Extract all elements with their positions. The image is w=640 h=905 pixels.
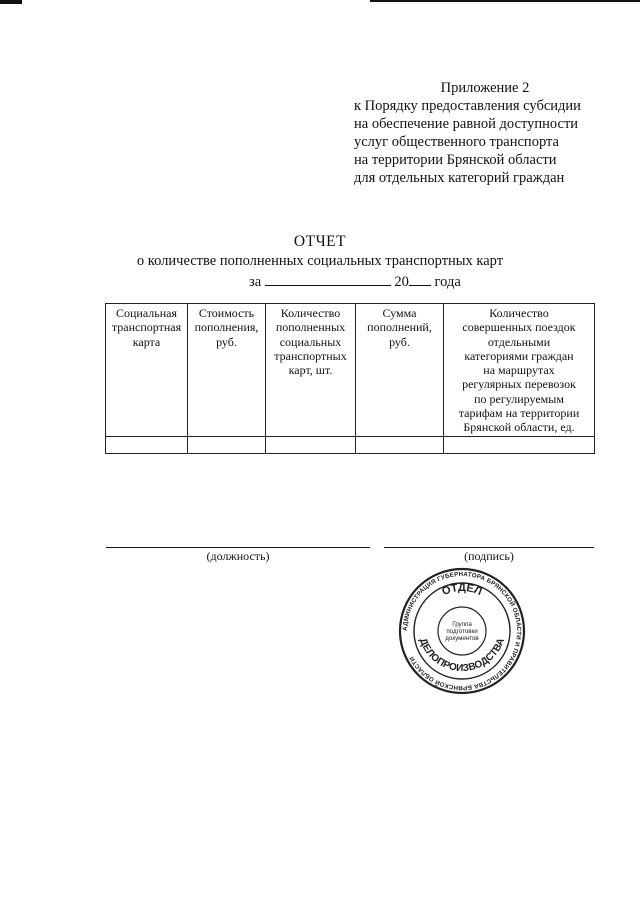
column-header-sum bbox=[356, 304, 444, 437]
appendix-line: на обеспечение равной доступности bbox=[354, 116, 579, 132]
official-stamp bbox=[398, 567, 526, 695]
stamp-center-line: Группа bbox=[452, 621, 472, 628]
header-line: на маршрутах bbox=[483, 363, 555, 378]
table-cell bbox=[106, 436, 188, 453]
period-date-blank bbox=[265, 271, 391, 286]
stamp-top-arc-text bbox=[440, 582, 483, 598]
stamp-top-arc-textpath: ОТДЕЛ bbox=[440, 581, 484, 599]
period-suffix: года bbox=[434, 274, 461, 290]
stamp-center-line: документов bbox=[445, 635, 479, 642]
top-right-rule bbox=[370, 0, 640, 2]
stamp-bottom-arc-textpath: ДЕЛОПРОИЗВОДСТВА bbox=[416, 636, 508, 675]
header-line: карт, шт. bbox=[288, 363, 333, 378]
header-line: совершенных поездок bbox=[462, 320, 576, 335]
header-line: регулярных перевозок bbox=[462, 377, 576, 392]
header-line: тарифам на территории bbox=[458, 406, 580, 421]
header-line: Брянской области, ед. bbox=[463, 420, 575, 435]
report-table bbox=[105, 303, 595, 454]
header-line: пополнения, bbox=[194, 320, 259, 335]
header-line: карта bbox=[132, 334, 161, 349]
header-line: категориями граждан bbox=[464, 348, 574, 363]
header-line: руб. bbox=[216, 334, 237, 349]
header-line: транспортная bbox=[111, 320, 182, 335]
signature-line bbox=[384, 547, 594, 548]
report-period bbox=[249, 271, 461, 291]
header-line: пополнений, bbox=[367, 320, 432, 335]
period-prefix: за bbox=[249, 274, 262, 290]
stamp-center-line: подготовки bbox=[446, 628, 478, 635]
header-line: социальных bbox=[279, 334, 342, 349]
report-subtitle: о количестве пополненных социальных транспортных карт bbox=[136, 253, 504, 269]
header-line: транспортных bbox=[274, 348, 347, 363]
header-line: Сумма bbox=[382, 306, 417, 320]
header-line: по регулируемым bbox=[474, 391, 564, 406]
top-left-mark bbox=[0, 0, 22, 4]
position-caption: (должность) bbox=[206, 549, 270, 563]
header-line: Количество bbox=[280, 306, 341, 320]
appendix-line: на территории Брянской области bbox=[354, 152, 557, 168]
table-cell bbox=[356, 436, 444, 453]
header-line: пополненных bbox=[275, 320, 346, 335]
appendix-line: для отдельных категорий граждан bbox=[354, 170, 565, 186]
position-line bbox=[106, 547, 370, 548]
appendix-line: к Порядку предоставления субсидии bbox=[354, 98, 581, 114]
appendix-line: услуг общественного транспорта bbox=[354, 134, 559, 150]
column-header-cost bbox=[188, 304, 266, 437]
period-year-blank bbox=[409, 271, 431, 286]
table-row bbox=[106, 436, 595, 453]
stamp-ring-textpath: АДМИНИСТРАЦИЯ ГУБЕРНАТОРА БРЯНСКОЙ ОБЛАСТИ И ПРАВИТЕЛЬСТВА БРЯНСКОЙ ОБЛАСТИ bbox=[401, 570, 523, 692]
table-header-row bbox=[106, 304, 595, 437]
column-header-count bbox=[266, 304, 356, 437]
header-line: Социальная bbox=[115, 306, 177, 320]
table-cell bbox=[188, 436, 266, 453]
column-header-trips bbox=[444, 304, 595, 437]
signature-caption: (подпись) bbox=[464, 549, 514, 563]
header-line: отдельными bbox=[487, 334, 551, 349]
header-line: руб. bbox=[389, 334, 410, 349]
appendix-title: Приложение 2 bbox=[440, 80, 530, 96]
table-cell bbox=[444, 436, 595, 453]
table-cell bbox=[266, 436, 356, 453]
column-header-card bbox=[106, 304, 188, 437]
header-line: Стоимость bbox=[198, 306, 255, 320]
period-year-prefix: 20 bbox=[394, 274, 409, 290]
report-title: ОТЧЕТ bbox=[293, 233, 347, 250]
appendix-block bbox=[354, 79, 604, 187]
header-line: Количество bbox=[489, 306, 549, 320]
